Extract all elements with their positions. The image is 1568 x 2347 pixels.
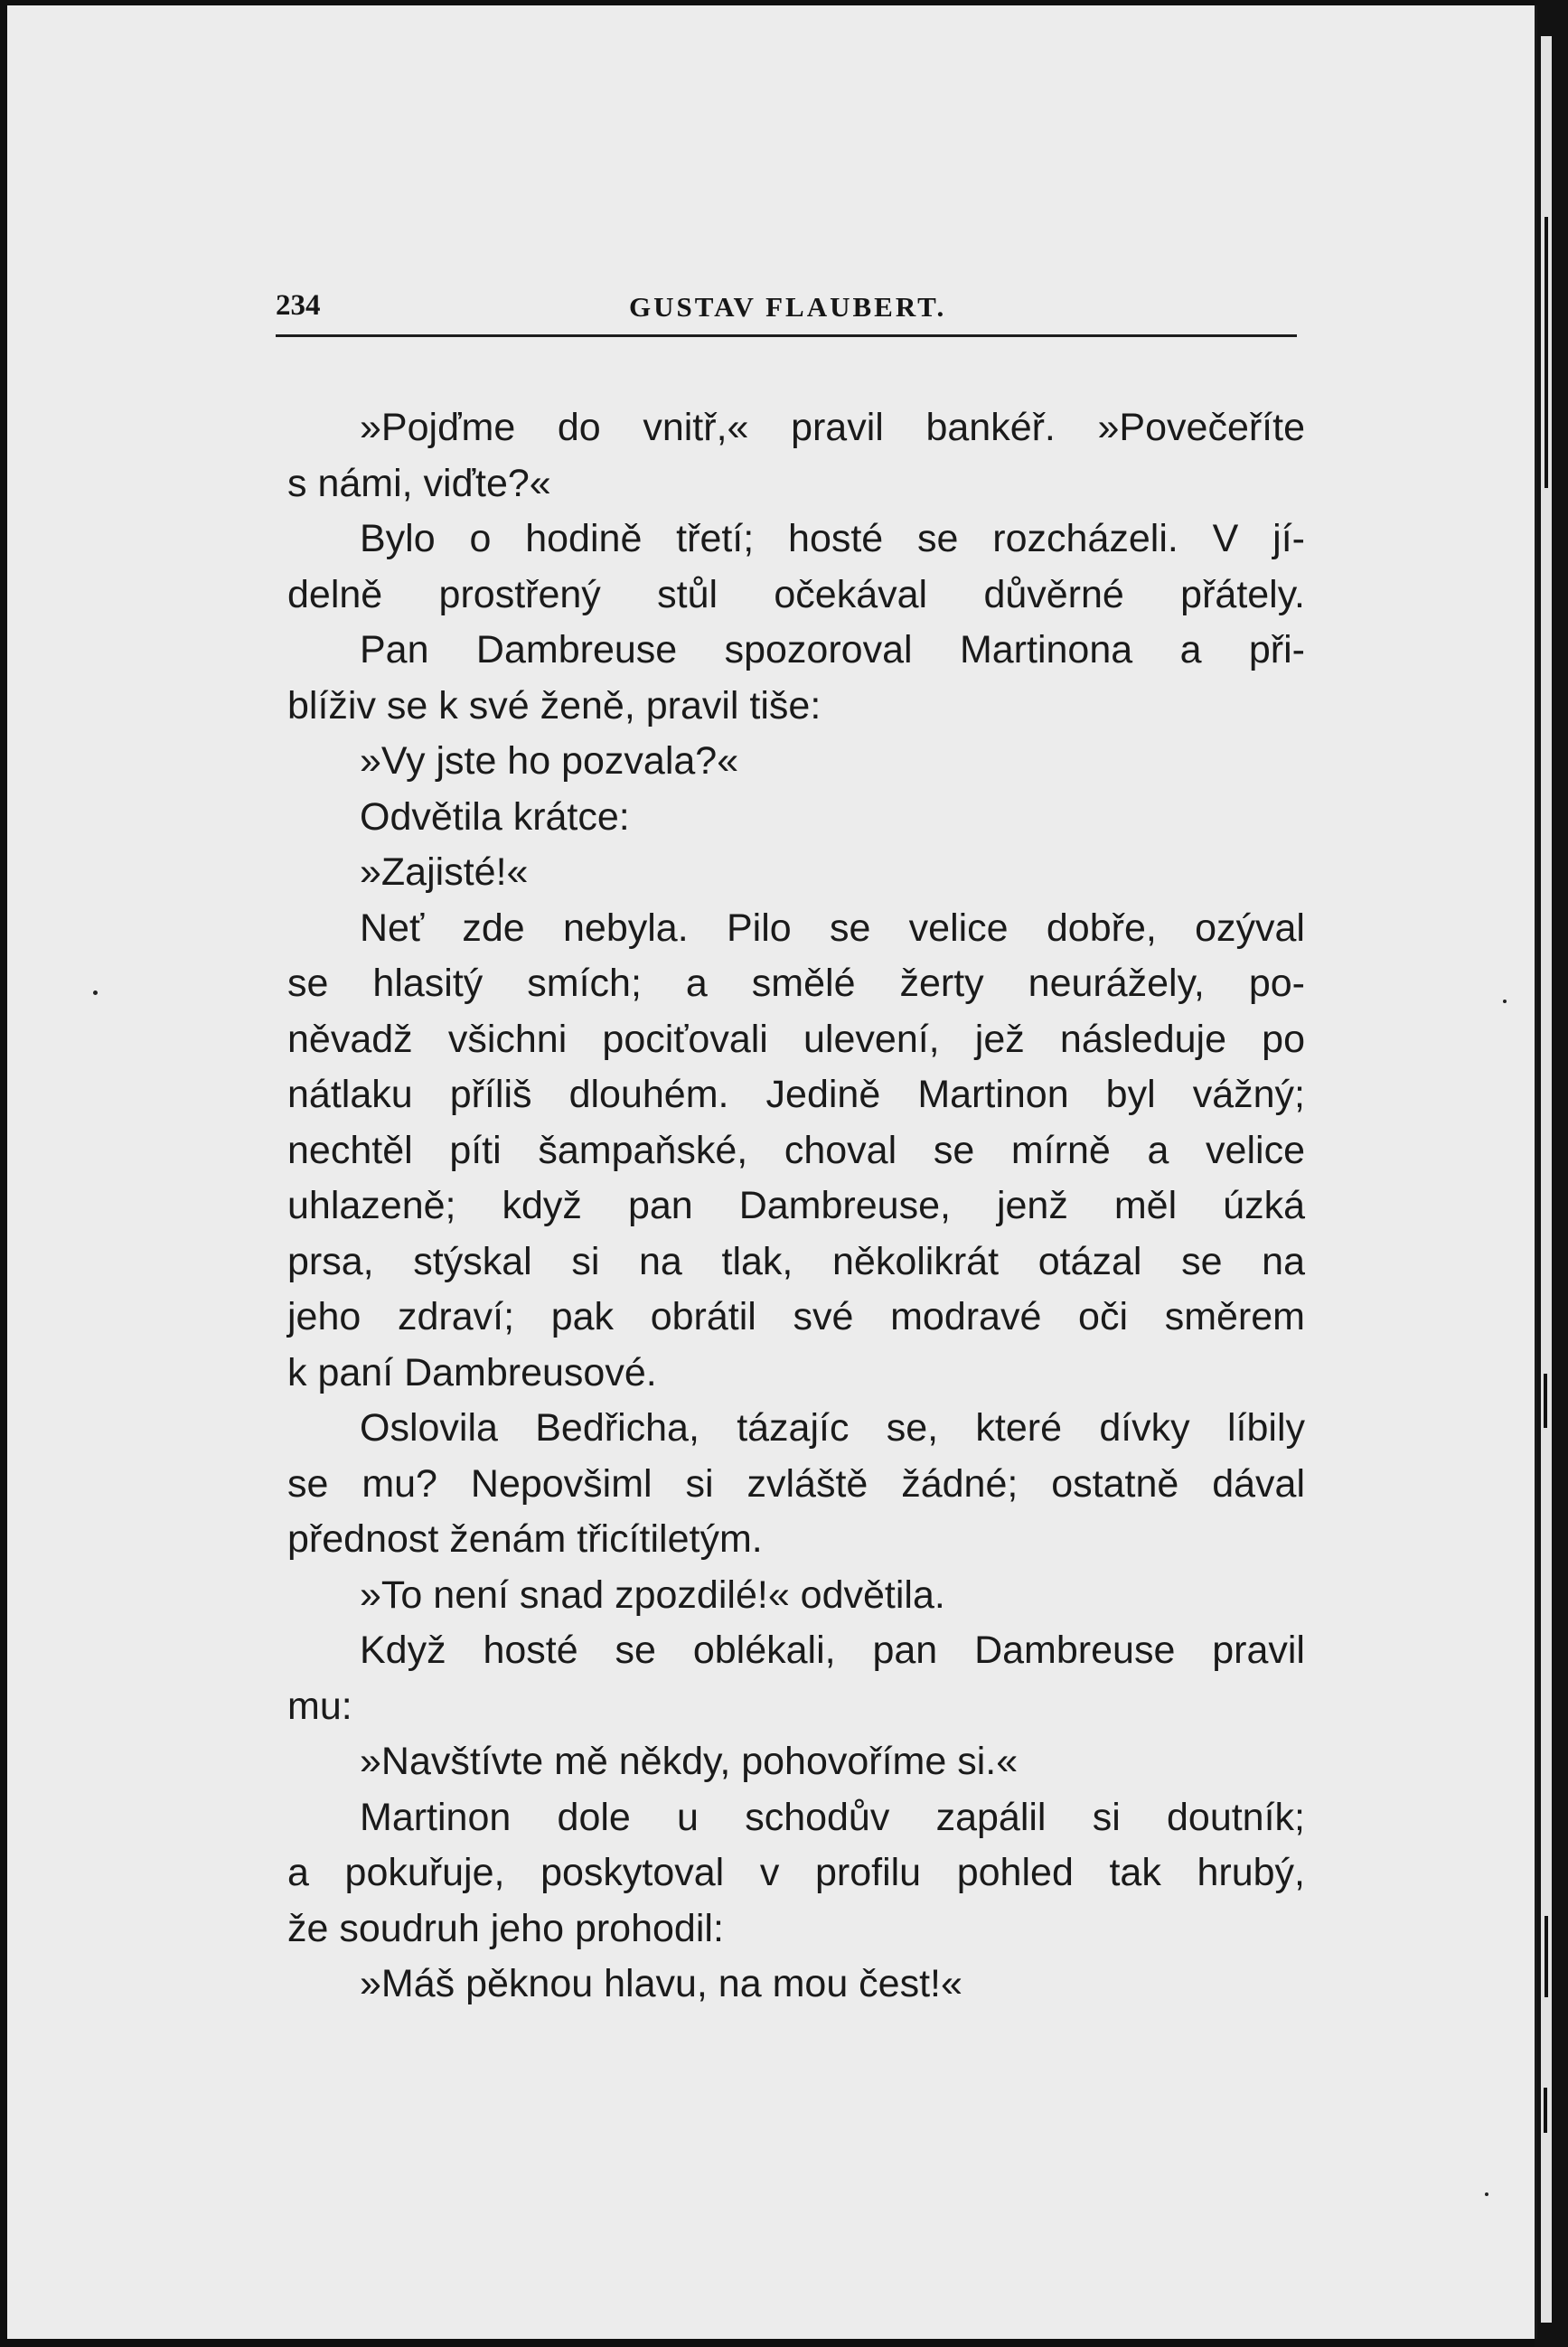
- text-line: Odvětila krátce:: [360, 794, 630, 839]
- edge-mark: [1544, 1374, 1547, 1428]
- edge-mark: [1545, 217, 1548, 488]
- edge-mark: [1545, 1916, 1548, 1997]
- text-line: uhlazeně; když pan Dambreuse, jenž měl úzká: [287, 1184, 1305, 1227]
- speck: [1503, 1000, 1507, 1003]
- text-line: Když hosté se oblékali, pan Dambreuse pravil: [360, 1629, 1305, 1672]
- speck: [1485, 2192, 1488, 2196]
- text-line: »Zajisté!«: [360, 850, 529, 894]
- page-number: 234: [276, 289, 321, 322]
- text-line: »Pojďme do vnitř,« pravil bankéř. »Povečeříte: [360, 406, 1305, 449]
- text-line: Martinon dole u schodův zapálil si doutník;: [360, 1795, 1305, 1839]
- text-line: Neť zde nebyla. Pilo se velice dobře, ozýval: [360, 906, 1305, 950]
- text-line: a pokuřuje, poskytoval v profilu pohled tak hrubý,: [287, 1851, 1305, 1894]
- text-line: že soudruh jeho prohodil:: [287, 1906, 724, 1950]
- text-line: mu:: [287, 1684, 352, 1728]
- text-line: Pan Dambreuse spozoroval Martinona a při-: [360, 628, 1305, 671]
- header-rule: [276, 334, 1297, 337]
- text-line: k paní Dambreusové.: [287, 1350, 657, 1394]
- speck: [93, 990, 98, 995]
- text-line: »To není snad zpozdilé!« odvětila.: [360, 1572, 945, 1617]
- text-line: jeho zdraví; pak obrátil své modravé oči směrem: [287, 1295, 1305, 1338]
- text-line: se mu? Nepovšiml si zvláště žádné; ostatně dával: [287, 1461, 1305, 1506]
- text-line: blíživ se k své ženě, pravil tiše:: [287, 683, 822, 728]
- text-line: se hlasitý smích; a smělé žerty neurážely, po-: [287, 962, 1305, 1005]
- text-line: něvadž všichni pociťovali ulevení, jež následuje po: [287, 1017, 1305, 1061]
- running-head: GUSTAV FLAUBERT.: [629, 291, 947, 323]
- text-line: Oslovila Bedřicha, tázajíc se, které dívky líbily: [360, 1406, 1305, 1450]
- text-line: nátlaku příliš dlouhém. Jedině Martinon byl vážný;: [287, 1073, 1305, 1116]
- text-line: »Vy jste ho pozvala?«: [360, 739, 739, 783]
- text-line: nechtěl píti šampaňské, choval se mírně a velice: [287, 1128, 1305, 1172]
- edge-mark: [1544, 2088, 1547, 2133]
- text-line: »Navštívte mě někdy, pohovoříme si.«: [360, 1740, 1019, 1783]
- text-line: Bylo o hodině třetí; hosté se rozcházeli. V jí-: [360, 517, 1305, 560]
- text-line: »Máš pěknou hlavu, na mou čest!«: [360, 1962, 962, 2005]
- page-header: [276, 289, 1297, 334]
- next-page-edge: [1541, 36, 1552, 2323]
- text-line: s námi, viďte?«: [287, 461, 551, 505]
- text-line: přednost ženám třicítiletým.: [287, 1517, 763, 1561]
- text-line: delně prostřený stůl očekával důvěrné přátely.: [287, 572, 1305, 616]
- text-line: prsa, stýskal si na tlak, několikrát otázal se na: [287, 1239, 1305, 1283]
- body-text: [287, 400, 1305, 2013]
